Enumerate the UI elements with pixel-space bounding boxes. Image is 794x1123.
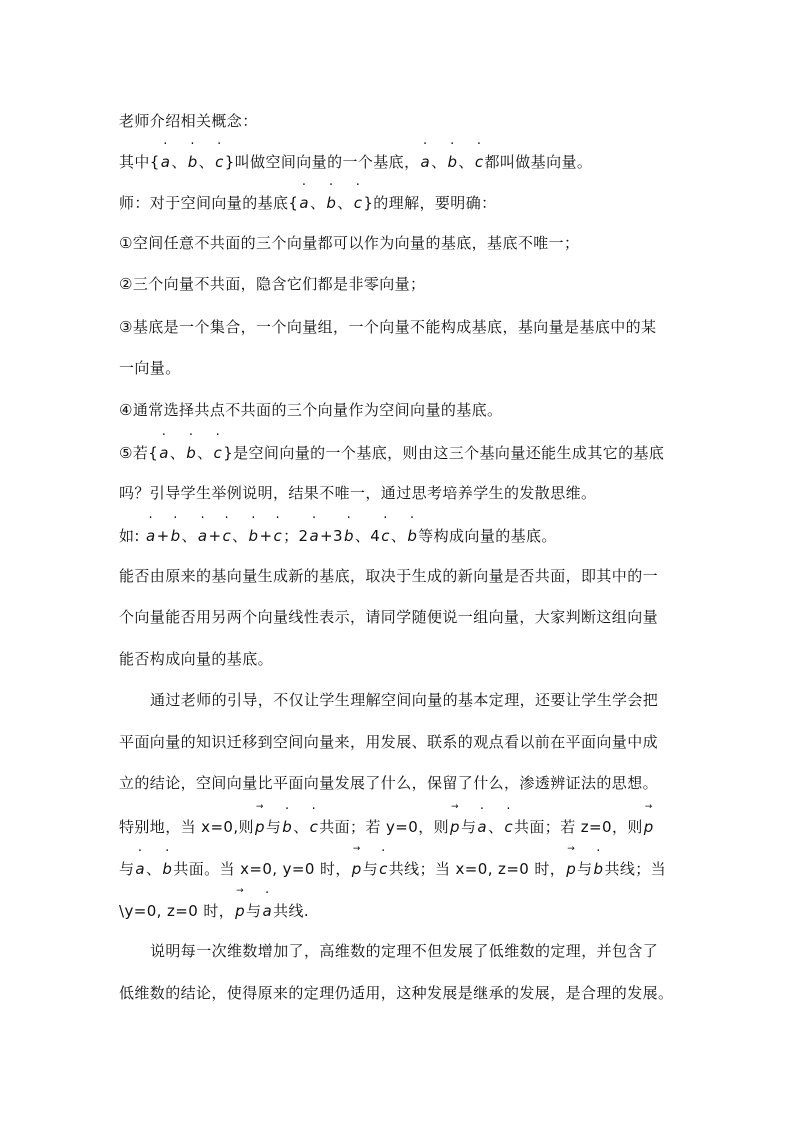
text-line [119, 648, 679, 670]
vector-a: · a [135, 856, 145, 880]
text-line [119, 273, 679, 295]
semicolon: ； [283, 527, 299, 545]
line-text: }的理解，要明确： [363, 194, 497, 212]
line-text: 说明每一次维数增加了，高维数的定理不但发展了低维数的定理，并包含了 [150, 942, 659, 960]
vector-c: · c [381, 523, 390, 547]
line-text: }叫做空间向量的一个基底， [224, 153, 420, 171]
text-line [119, 898, 679, 920]
text-line [150, 689, 710, 711]
separator: 、 [181, 527, 197, 545]
line-text: 共线；当 [604, 860, 667, 878]
separator: 、 [198, 153, 215, 171]
text-line [119, 731, 679, 753]
separator: 、 [293, 818, 309, 836]
line-text: 共面；若 z=0，则 [514, 818, 643, 836]
separator: 、 [169, 444, 186, 462]
line-text: ②三个向量不共面，隐含它们都是非零向量； [119, 275, 426, 293]
separator: 、 [458, 153, 474, 171]
line-text: ⑤若{ [119, 444, 159, 462]
line-text: 能否由原来的基向量生成新的基底，取决于生成的新向量是否共面，即其中的一 [119, 567, 659, 585]
separator: 、 [309, 194, 326, 212]
plus-sign: + [259, 527, 273, 545]
coefficient: 3 [333, 527, 343, 545]
line-text: 其中{ [119, 153, 160, 171]
separator: 、 [431, 153, 447, 171]
text-line [119, 482, 679, 504]
line-text: 共线. [273, 902, 310, 920]
line-text: 能否构成向量的基底。 [119, 650, 274, 668]
vector-p: → p [644, 814, 654, 838]
vector-a: · a [299, 190, 309, 214]
text-line [119, 772, 679, 794]
separator: 、 [171, 153, 187, 171]
text-line [119, 149, 679, 171]
line-text: 老师介绍相关概念： [119, 112, 258, 130]
vector-b: · b [249, 523, 259, 547]
line-text: 如: [119, 527, 140, 545]
vector-c: · c [354, 190, 363, 214]
vector-b: · b [407, 523, 417, 547]
text-line [119, 606, 679, 628]
line-text: 与 [577, 860, 593, 878]
vector-p: → p [235, 898, 245, 922]
vector-b: · b [447, 149, 457, 173]
line-text: 个向量能否用另两个向量线性表示，请同学随便说一组向量，大家判断这组向量 [119, 608, 659, 626]
plus-sign: + [320, 527, 334, 545]
vector-a: · a [262, 898, 272, 922]
separator: 、 [197, 444, 213, 462]
line-text: 都叫做基向量。 [484, 153, 593, 171]
separator: 、 [390, 527, 407, 545]
line-text: 通过老师的引导，不仅让学生理解空间向量的基本定理，还要让学生学会把 [150, 691, 659, 709]
vector-b: · b [188, 149, 198, 173]
text-line [119, 523, 679, 545]
text-line [119, 316, 679, 338]
line-text: 等构成向量的基底。 [418, 527, 557, 545]
vector-c: · c [475, 149, 484, 173]
line-text: 与 [246, 902, 262, 920]
vector-p: → p [566, 856, 576, 880]
line-text: 共面；若 y=0，则 [319, 818, 450, 836]
text-line [150, 940, 710, 962]
line-text: 与 [460, 818, 477, 836]
vector-a: · a [161, 149, 171, 173]
coefficient: 2 [298, 527, 309, 545]
text-line [119, 982, 679, 1004]
line-text: }是空间向量的一个基底，则由这三个基向量还能生成其它的基底 [223, 444, 665, 462]
vector-p: → p [450, 814, 460, 838]
separator: 、 [232, 527, 248, 545]
vector-b: · b [186, 440, 196, 464]
text-line [119, 399, 679, 421]
vector-b: · b [344, 523, 354, 547]
vector-b: · b [594, 856, 604, 880]
line-text: 吗？引导学生举例说明，结果不唯一，通过思考培养学生的发散思维。 [119, 484, 597, 502]
vector-a: · a [420, 149, 430, 173]
vector-c: · c [215, 149, 224, 173]
vector-a: · a [198, 523, 208, 547]
line-text: 共面。当 x=0, y=0 时， [173, 860, 351, 878]
vector-c: · c [310, 814, 319, 838]
line-text: 一向量。 [119, 359, 181, 377]
line-text: 师：对于空间向量的基底{ [119, 194, 299, 212]
vector-c: · c [504, 814, 513, 838]
plus-sign: + [208, 527, 222, 545]
text-line [119, 232, 679, 254]
text-line [119, 190, 679, 212]
vector-c: · c [214, 440, 223, 464]
line-text: ①空间任意不共面的三个向量都可以作为向量的基底，基底不唯一； [119, 234, 580, 252]
text-line [119, 814, 679, 836]
line-text: 低维数的结论，使得原来的定理仍适用，这种发展是继承的发展，是合理的发展。 [119, 984, 674, 1002]
vector-b: · b [326, 190, 336, 214]
line-text: ④通常选择共点不共面的三个向量作为空间向量的基底。 [119, 401, 503, 419]
line-text: ③基底是一个集合，一个向量组，一个向量不能构成基底，基向量是基底中的某 [119, 318, 657, 336]
vector-b: · b [282, 814, 292, 838]
line-text: \y=0, z=0 时， [119, 902, 235, 920]
vector-c: · c [379, 856, 388, 880]
line-text: 特别地，当 x=0,则 [119, 818, 254, 836]
coefficient: 4 [370, 527, 381, 545]
plus-sign: + [156, 527, 170, 545]
line-text: 与 [119, 860, 135, 878]
vector-p: → p [352, 856, 362, 880]
vector-c: · c [222, 523, 231, 547]
vector-a: · a [146, 523, 156, 547]
text-line [119, 110, 679, 132]
vector-p: → p [255, 814, 265, 838]
text-line [119, 856, 679, 878]
line-text: 共线；当 x=0, z=0 时， [388, 860, 566, 878]
line-text: 立的结论，空间向量比平面向量发展了什么，保留了什么，渗透辨证法的思想。 [119, 774, 659, 792]
line-text: 与 [362, 860, 379, 878]
text-line [119, 357, 679, 379]
separator: 、 [354, 527, 371, 545]
separator: 、 [487, 818, 504, 836]
separator: 、 [146, 860, 162, 878]
vector-a: · a [309, 523, 319, 547]
vector-b: · b [171, 523, 181, 547]
vector-b: · b [162, 856, 172, 880]
text-line [119, 440, 679, 462]
vector-a: · a [477, 814, 487, 838]
text-line [119, 565, 679, 587]
line-text: 与 [265, 818, 282, 836]
vector-a: · a [159, 440, 169, 464]
vector-c: · c [273, 523, 282, 547]
line-text: 平面向量的知识迁移到空间向量来，用发展、联系的观点看以前在平面向量中成 [119, 733, 659, 751]
separator: 、 [337, 194, 353, 212]
